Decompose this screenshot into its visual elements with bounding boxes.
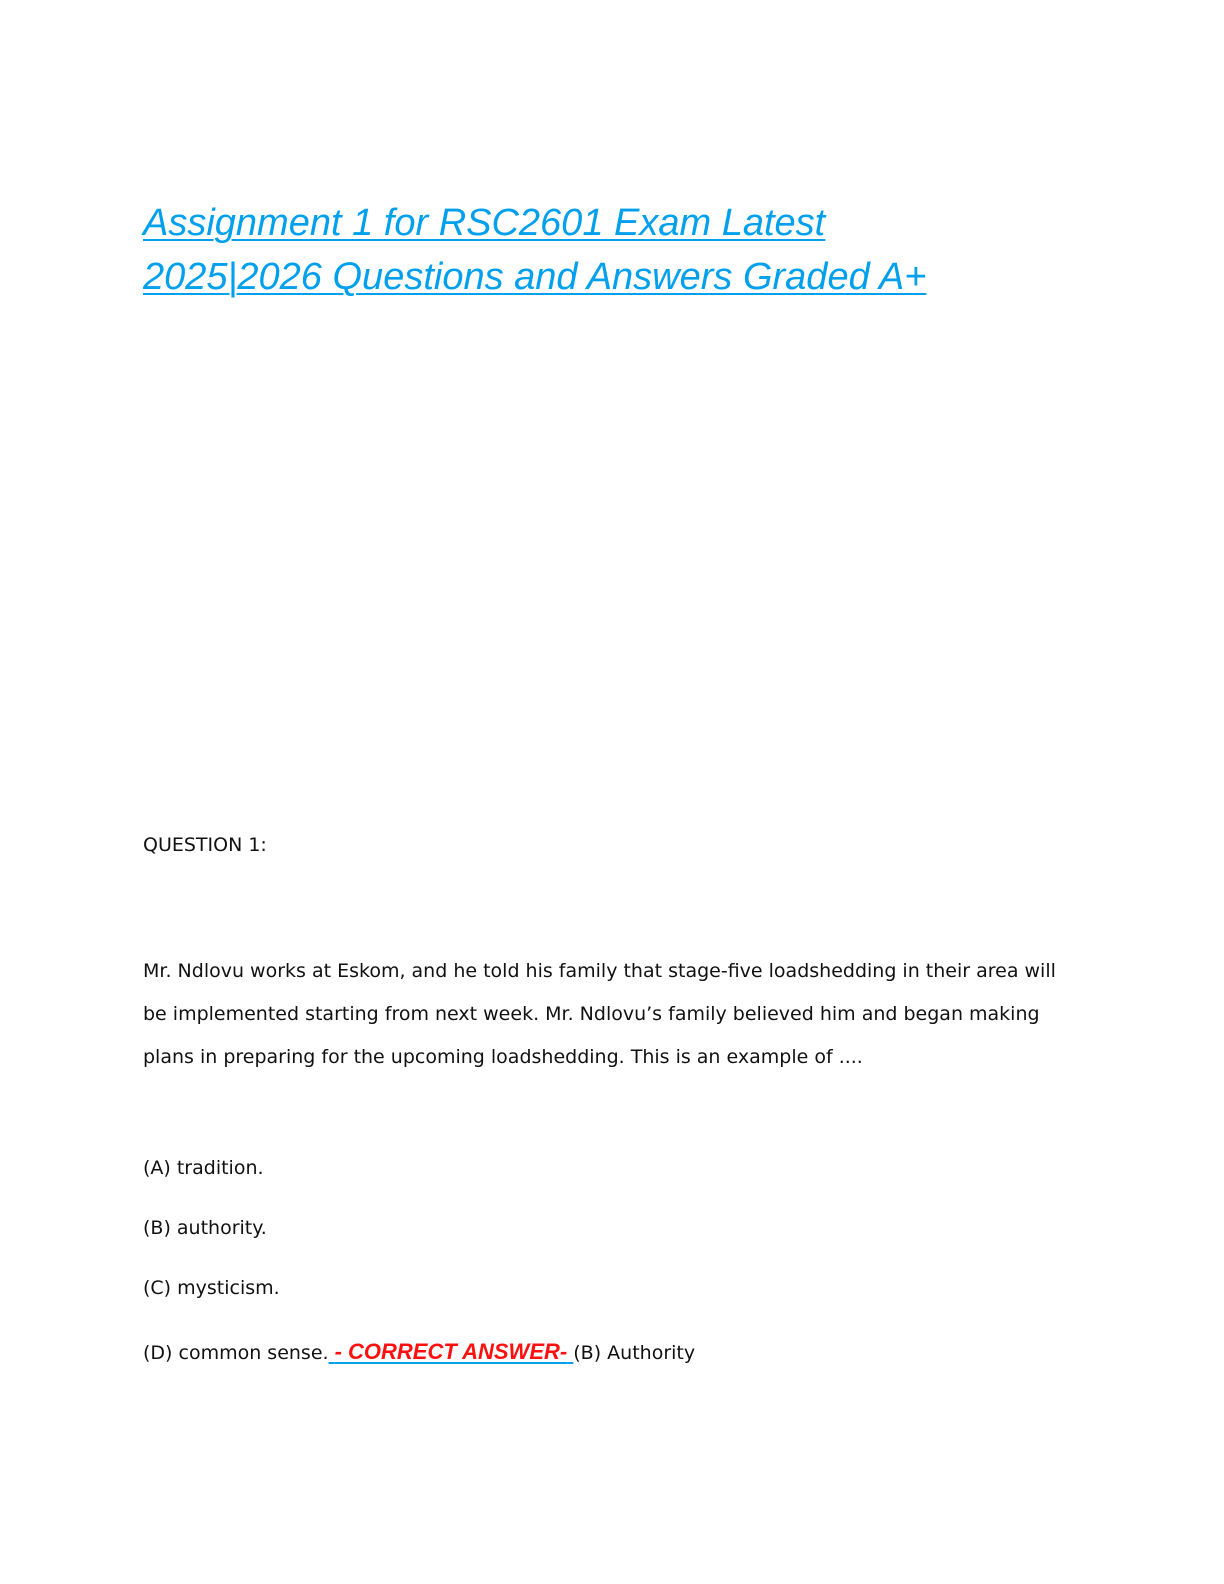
question-text-line: Mr. Ndlovu works at Eskom, and he told his family that stage-five loadshedding in their area will xyxy=(143,960,1056,982)
title-line-1: Assignment 1 for RSC2601 Exam Latest xyxy=(143,202,826,244)
question-text-line: plans in preparing for the upcoming loadshedding. This is an example of .... xyxy=(143,1046,863,1068)
option-b: (B) authority. xyxy=(143,1217,267,1239)
option-d: (D) common sense. xyxy=(143,1342,329,1364)
question-text xyxy=(143,950,1103,1079)
answer-text: (B) Authority xyxy=(573,1342,696,1364)
option-d-with-answer xyxy=(143,1339,695,1365)
option-a: (A) tradition. xyxy=(143,1157,264,1179)
document-title xyxy=(143,196,1103,304)
question-label: QUESTION 1: xyxy=(143,834,267,856)
option-c: (C) mysticism. xyxy=(143,1277,280,1299)
question-text-line: be implemented starting from next week. Mr. Ndlovu’s family believed him and began making xyxy=(143,1003,1040,1025)
correct-answer-label: - CORRECT ANSWER- xyxy=(334,1339,568,1364)
title-line-2: 2025|2026 Questions and Answers Graded A+ xyxy=(143,256,927,298)
